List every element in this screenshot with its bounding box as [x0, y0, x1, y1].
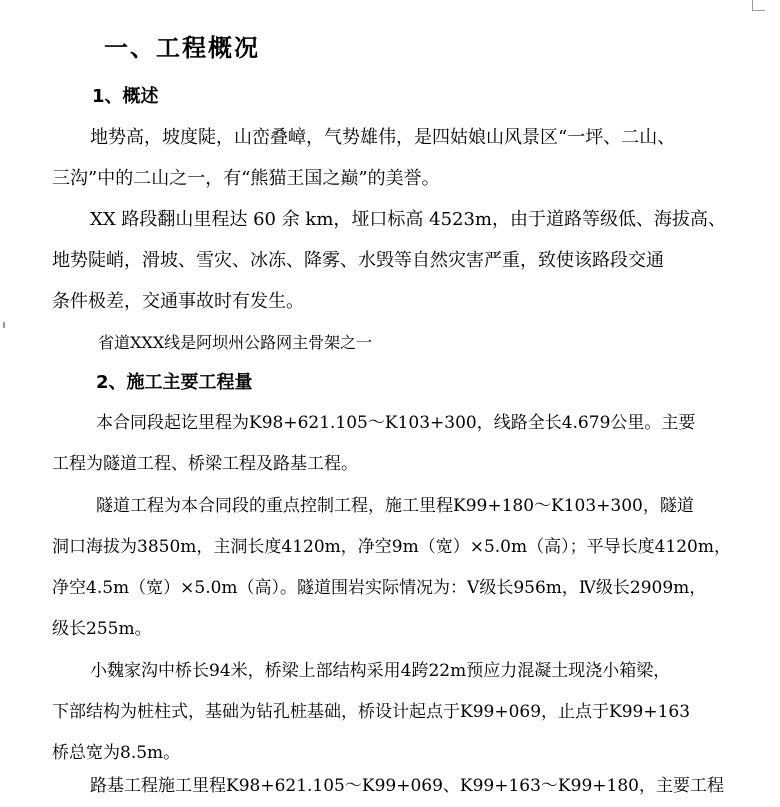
heading-project-overview: 一、工程概况 — [104, 34, 260, 62]
paragraph-subgrade — [52, 766, 764, 807]
text-line: 地势高，坡度陡，山峦叠嶂，气势雄伟，是四姑娘山风景区“一坪、二山、 — [90, 127, 676, 148]
margin-tick — [3, 322, 5, 328]
text-line: 下部结构为桩柱式，基础为钻孔桩基础，桥设计起点于K99+069，止点于K99+163 — [52, 702, 691, 722]
text-line: 隧道工程为本合同段的重点控制工程，施工里程K99+180～K103+300，隧道 — [96, 496, 694, 516]
paragraph-road-section — [52, 199, 764, 322]
page-corner-mark — [752, 0, 765, 11]
paragraph-contract-section — [52, 403, 764, 485]
paragraph-tunnel — [52, 486, 764, 650]
text-line: 工程为隧道工程、桥梁工程及路基工程。 — [52, 454, 358, 474]
text-line: 净空4.5m（宽）×5.0m（高）。隧道围岩实际情况为：Ⅴ级长956m，Ⅳ级长2909m， — [52, 578, 707, 598]
text-line: 省道XXX线是阿坝州公路网主骨架之一 — [98, 333, 373, 352]
paragraph-terrain — [52, 117, 764, 199]
text-line: 三沟”中的二山之一，有“熊猫王国之巅”的美誉。 — [52, 168, 440, 189]
paragraph-provincial-road — [52, 322, 764, 363]
text-line: 级长255m。 — [52, 619, 152, 639]
text-line: 条件极差，交通事故时有发生。 — [52, 291, 304, 312]
text-line: 小魏家沟中桥长94米，桥梁上部结构采用4跨22m预应力混凝土现浇小箱梁， — [90, 661, 671, 681]
text-line: 本合同段起讫里程为K98+621.105～K103+300，线路全长4.679公里。主要 — [96, 413, 696, 433]
heading-main-quantities: 2、施工主要工程量 — [96, 372, 253, 393]
text-line: 地势陡峭，滑坡、雪灾、冰冻、降雾、水毁等自然灾害严重，致使该路段交通 — [52, 250, 664, 271]
text-line: 桥总宽为8.5m。 — [52, 743, 181, 763]
text-line: 路基工程施工里程K98+621.105～K99+069、K99+163～K99+180，主要工程 — [90, 776, 724, 796]
text-line: XX 路段翻山里程达 60 余 km，垭口标高 4523m，由于道路等级低、海拔高、 — [90, 209, 726, 230]
heading-overview: 1、概述 — [92, 86, 159, 107]
paragraph-bridge — [52, 651, 764, 774]
text-line: 洞口海拔为3850m，主洞长度4120m，净空9m（宽）×5.0m（高）；平导长度4120m， — [52, 537, 731, 557]
